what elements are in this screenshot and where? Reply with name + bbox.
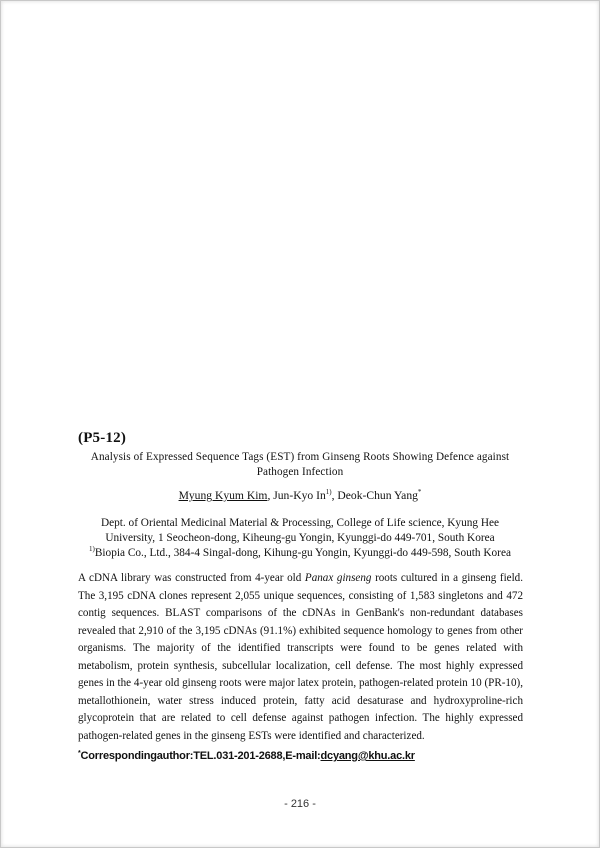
author-name: Deok-Chun Yang bbox=[337, 489, 418, 502]
author-name: Jun-Kyo In bbox=[273, 489, 326, 502]
author-separator: , bbox=[267, 489, 274, 502]
affiliations bbox=[74, 516, 526, 560]
corresponding-author-mark: * bbox=[417, 488, 422, 496]
corresponding-contact: Correspondingauthor:TEL.031-201-2688,E-mail: bbox=[80, 750, 321, 762]
affiliation-mark: 1) bbox=[89, 544, 95, 553]
affiliation-line: University, 1 Seocheon-dong, Kiheung-gu Yongin, Kyunggi-do 449-701, South Korea bbox=[105, 531, 495, 544]
paper-title: Analysis of Expressed Sequence Tags (EST) from Ginseng Roots Showing Defence against Pathogen Infection bbox=[90, 451, 510, 478]
affiliation-line: Dept. of Oriental Medicinal Material & Processing, College of Life science, Kyung Hee bbox=[100, 517, 500, 529]
affiliation-line: $^{1)}$Biopia Co., Ltd., 384-4 Singal-dong, Kihung-gu Yongin, Kyunggi-do 449-598, South Korea bbox=[89, 544, 511, 559]
corresponding-mark: * bbox=[78, 750, 81, 757]
abstract-paragraph: A cDNA library was constructed from 4-year old Panax ginseng roots cultured in a ginseng field. The 3,195 cDNA clones represent 2,055 unique sequences, consisting of 1,583 singletons and 472 contig sequences. BLAST comparisons of the cDNAs in GenBank's non-redundant databases revealed that 2,910 of the 3,195 cDNAs (91.1%) exhibited sequence homology to genes from other organisms. The majority of the identified transcripts were found to be genes related with metabolism, protein synthesis, subcellular localization, cell defense. The most highly expressed genes in the 4-year old ginseng roots were major latex protein, pathogen-related protein 10 (PR-10), metallothionein, water stress induced protein, fatty acid desaturase and hydroxyproline-rich glycoprotein that are related to cell defense against pathogen infection. The highly expressed pathogen-related genes in the ginseng ESTs were identified and characterized. bbox=[78, 572, 523, 742]
page-number: - 216 - bbox=[284, 798, 316, 810]
email-link[interactable]: dcyang@khu.ac.kr bbox=[320, 750, 415, 762]
presenting-author: Myung Kyum Kim bbox=[178, 489, 268, 502]
author-separator: , bbox=[331, 489, 338, 502]
author-affiliation-mark: 1) bbox=[325, 488, 332, 496]
corresponding-author-info bbox=[78, 750, 415, 762]
abstract-code: (P5-12) bbox=[78, 430, 127, 446]
abstract-body bbox=[78, 570, 523, 745]
author-list bbox=[80, 488, 520, 503]
species-name: Panax ginseng bbox=[304, 572, 372, 584]
